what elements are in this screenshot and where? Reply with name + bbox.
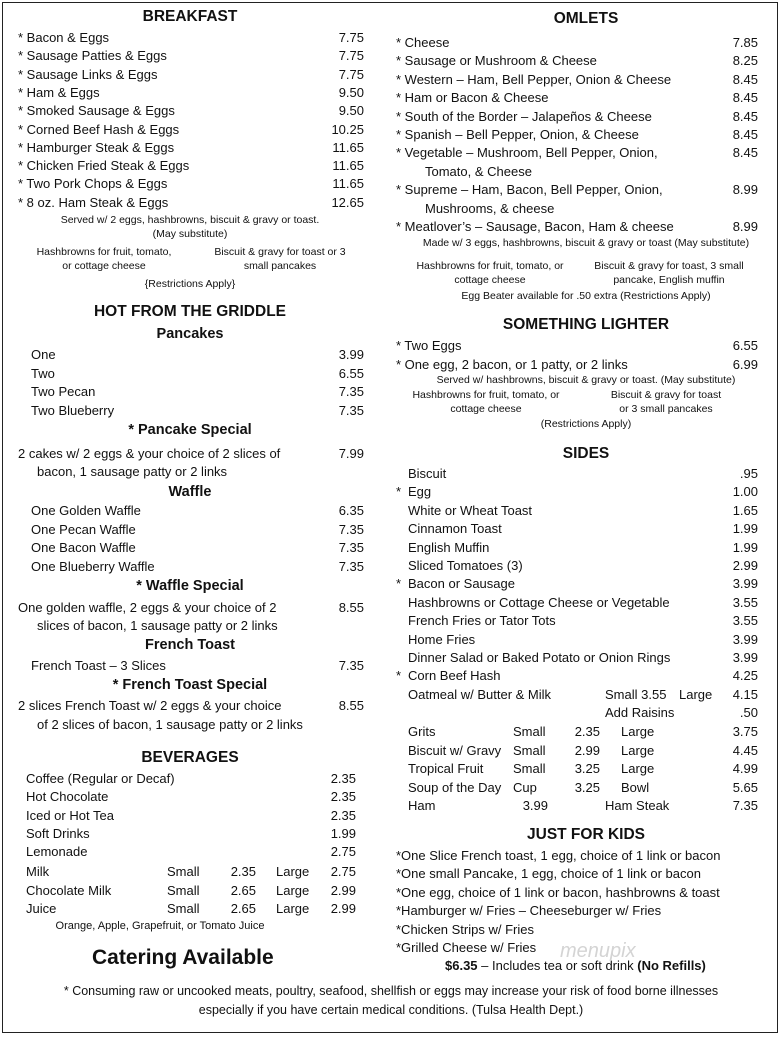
pancake-special-desc2: bacon, 1 sausage patty or 2 links (37, 464, 228, 479)
beverages-title: BEVERAGES (141, 749, 239, 766)
kids-title: JUST FOR KIDS (527, 826, 645, 843)
breakfast-item-price: 7.75 (338, 30, 364, 45)
omlet-item-price: 8.45 (732, 127, 758, 142)
side-item-price: 2.99 (732, 558, 758, 573)
griddle-title: HOT FROM THE GRIDDLE (93, 303, 287, 320)
omlet-item-price: 7.85 (732, 35, 758, 50)
kids-item: *Chicken Strips w/ Fries (396, 921, 534, 937)
pancake-special-price: 7.99 (338, 446, 364, 461)
beverage-item-name: Lemonade (26, 844, 88, 860)
side-sized-small: Small (513, 724, 546, 739)
beverage-item-name: Hot Chocolate (26, 789, 109, 805)
omlet-hashbrowns-note2: cottage cheese (454, 274, 526, 286)
breakfast-title: BREAKFAST (142, 8, 238, 25)
side-sized-small-price: 3.25 (574, 779, 600, 795)
beverage-small-label: Small (167, 882, 200, 898)
beverage-large-label: Large (276, 882, 310, 898)
beverage-small-price: 2.35 (230, 864, 256, 879)
kids-item: *Grilled Cheese w/ Fries (396, 940, 537, 955)
breakfast-biscuit-note2: small pancakes (243, 260, 317, 272)
breakfast-restrictions-note: {Restrictions Apply} (144, 278, 236, 290)
waffle-item-price: 6.35 (338, 503, 364, 518)
omlet-item-name: * South of the Border – Jalapeños & Cheese (396, 108, 652, 124)
side-sized-large-price: 4.45 (732, 742, 758, 758)
breakfast-item-name: * Chicken Fried Steak & Eggs (18, 158, 190, 174)
oatmeal-small: Small 3.55 (605, 687, 667, 702)
juice-note: Orange, Apple, Grapefruit, or Tomato Juice (55, 920, 265, 932)
side-item-price: .95 (739, 466, 758, 481)
breakfast-item-name: * Ham & Eggs (18, 84, 100, 100)
omlet-meatlover-price: 8.99 (732, 219, 758, 234)
omlet-supreme-price: 8.99 (732, 182, 758, 197)
side-item-star: * (396, 668, 402, 684)
side-item-price: 1.99 (732, 539, 758, 555)
breakfast-item-name: * Corned Beef Hash & Eggs (18, 121, 180, 137)
french-toast-title: French Toast (145, 637, 235, 653)
side-sized-small-price: 2.99 (574, 742, 600, 758)
omlets-title: OMLETS (553, 10, 619, 27)
lighter-title: SOMETHING LIGHTER (502, 316, 670, 333)
omlet-item-price: 8.45 (732, 145, 758, 161)
side-item-star: * (396, 576, 402, 592)
side-sized-name: Tropical Fruit (408, 761, 484, 776)
pancake-item-name: Two (31, 365, 55, 381)
side-sized-large: Large (621, 742, 655, 758)
omlet-item-price: 8.45 (732, 71, 758, 87)
breakfast-hashbrowns-note2: or cottage cheese (62, 260, 146, 272)
side-sized-large-price: 3.75 (732, 724, 758, 739)
beverage-large-price: 2.75 (330, 864, 356, 879)
lighter-item-name: * Two Eggs (396, 338, 462, 353)
lighter-item-name: * One egg, 2 bacon, or 1 patty, or 2 links (396, 356, 628, 372)
omlet-item-name: * Western – Ham, Bell Pepper, Onion & Cheese (396, 71, 672, 87)
kids-item: *Hamburger w/ Fries – Cheeseburger w/ Fries (396, 903, 662, 919)
kids-item: *One small Pancake, 1 egg, choice of 1 link or bacon (396, 866, 701, 882)
breakfast-item-price: 11.65 (332, 176, 364, 192)
waffle-special-price: 8.55 (338, 600, 364, 615)
breakfast-biscuit-note: Biscuit & gravy for toast or 3 (214, 246, 346, 258)
breakfast-item-name: * Two Pork Chops & Eggs (18, 176, 168, 192)
pancake-item-name: Two Pecan (31, 384, 96, 399)
pancake-item-name: One (31, 347, 56, 362)
side-item-name: Bacon or Sausage (408, 576, 515, 592)
breakfast-item-price: 9.50 (338, 103, 364, 119)
beverage-item-price: 2.35 (330, 789, 356, 805)
waffle-item-name: One Bacon Waffle (31, 540, 136, 555)
pancake-item-price: 6.55 (338, 365, 364, 381)
ham-price: 3.99 (522, 798, 548, 813)
omlet-item-price: 8.25 (732, 53, 758, 69)
watermark: menupix (560, 940, 636, 962)
omlet-item-name: * Vegetable – Mushroom, Bell Pepper, Onion, (396, 145, 658, 161)
oatmeal-large-label: Large (679, 687, 713, 702)
side-sized-large: Bowl (621, 779, 650, 795)
side-sized-name: Grits (408, 724, 436, 739)
side-sized-large: Large (621, 761, 655, 776)
waffle-special-desc1: One golden waffle, 2 eggs & your choice of 2 (18, 600, 277, 615)
omlet-biscuit-note2: pancake, English muffin (613, 274, 725, 286)
side-sized-large-price: 4.99 (732, 761, 758, 776)
beverage-large-price: 2.99 (330, 901, 356, 916)
side-sized-name: Biscuit w/ Gravy (408, 742, 502, 758)
beverage-item-price: 2.35 (330, 771, 356, 786)
beverage-item-name: Iced or Hot Tea (26, 807, 114, 823)
pancake-item-price: 7.35 (338, 384, 364, 399)
pancake-item-price: 3.99 (338, 347, 364, 362)
french-toast-item: French Toast – 3 Slices (31, 658, 166, 673)
side-sized-small: Small (513, 761, 546, 776)
beverage-sized-name: Juice (26, 901, 57, 916)
breakfast-item-name: * 8 oz. Ham Steak & Eggs (18, 194, 169, 210)
side-item-price: 3.99 (732, 650, 758, 665)
breakfast-item-name: * Sausage Links & Eggs (18, 66, 158, 82)
french-toast-price: 7.35 (338, 658, 364, 673)
pancake-special-title: * Pancake Special (128, 422, 252, 438)
side-item-name: Egg (408, 484, 432, 500)
omlet-hashbrowns-note: Hashbrowns for fruit, tomato, or (416, 260, 564, 272)
beverage-sized-name: Milk (26, 864, 50, 879)
side-item-name: Corn Beef Hash (408, 668, 501, 684)
side-item-price: 3.99 (732, 631, 758, 647)
waffle-special-desc2: slices of bacon, 1 sausage patty or 2 links (37, 618, 278, 633)
lighter-item-price: 6.55 (732, 338, 758, 353)
add-raisins-price: .50 (739, 705, 758, 720)
side-item-name: English Muffin (408, 539, 490, 555)
waffle-special-title: * Waffle Special (136, 578, 244, 594)
waffle-item-price: 7.35 (338, 558, 364, 574)
side-sized-small: Small (513, 742, 546, 758)
catering-banner: Catering Available (92, 946, 274, 969)
french-toast-special-desc2: of 2 slices of bacon, 1 sausage patty or 2 links (37, 717, 303, 732)
breakfast-item-name: * Smoked Sausage & Eggs (18, 103, 175, 119)
side-sized-large: Large (621, 724, 655, 739)
lighter-hashbrowns-note: Hashbrowns for fruit, tomato, or (412, 389, 560, 401)
side-item-star: * (396, 484, 402, 500)
side-item-name: Dinner Salad or Baked Potato or Onion Rings (408, 650, 671, 665)
breakfast-item-price: 10.25 (331, 121, 364, 137)
pancake-special-desc1: 2 cakes w/ 2 eggs & your choice of 2 slices of (18, 446, 281, 461)
sides-title: SIDES (562, 445, 610, 462)
breakfast-item-price: 7.75 (338, 66, 364, 82)
pancake-item-name: Two Blueberry (31, 402, 115, 418)
breakfast-item-price: 9.50 (338, 84, 364, 100)
omlet-supreme-line1: * Supreme – Ham, Bacon, Bell Pepper, Onion, (396, 182, 663, 197)
kids-no-refills: (No Refills) (637, 958, 706, 973)
ham-steak-price: 7.35 (732, 798, 758, 813)
oatmeal-name: Oatmeal w/ Butter & Milk (408, 687, 552, 702)
waffle-item-name: One Golden Waffle (31, 503, 141, 518)
breakfast-substitute-note: (May substitute) (152, 228, 228, 240)
french-toast-special-title: * French Toast Special (112, 677, 268, 693)
side-item-name: French Fries or Tator Tots (408, 613, 556, 629)
pancakes-title: Pancakes (156, 326, 224, 342)
side-sized-name: Soup of the Day (408, 779, 502, 795)
side-item-price: 1.00 (732, 484, 758, 500)
pancake-item-price: 7.35 (338, 402, 364, 418)
breakfast-item-name: * Sausage Patties & Eggs (18, 48, 167, 64)
beverage-item-price: 2.75 (330, 844, 356, 860)
side-sized-small: Cup (513, 779, 537, 795)
beverage-large-label: Large (276, 864, 310, 879)
side-item-price: 1.65 (732, 502, 758, 518)
breakfast-item-name: * Hamburger Steak & Eggs (18, 139, 175, 155)
beverage-small-price: 2.65 (230, 882, 256, 898)
breakfast-served-note: Served w/ 2 eggs, hashbrowns, biscuit & gravy or toast. (60, 214, 320, 226)
waffle-title: Waffle (168, 484, 212, 500)
oatmeal-large-price: 4.15 (732, 687, 758, 702)
kids-item: *One Slice French toast, 1 egg, choice of 1 link or bacon (396, 848, 721, 863)
add-raisins: Add Raisins (605, 705, 675, 720)
breakfast-item-price: 12.65 (331, 194, 364, 210)
beverage-item-price: 1.99 (330, 825, 356, 841)
beverage-large-price: 2.99 (330, 882, 356, 898)
side-sized-small-price: 3.25 (574, 761, 600, 776)
omlet-item-name: * Cheese (396, 35, 450, 50)
lighter-served-note: Served w/ hashbrowns, biscuit & gravy or toast. (May substitute) (436, 374, 736, 386)
beverage-sized-name: Chocolate Milk (26, 882, 112, 898)
omlet-item-price: 8.45 (732, 90, 758, 106)
side-sized-large-price: 5.65 (732, 779, 758, 795)
side-item-price: 1.99 (732, 521, 758, 537)
breakfast-item-price: 7.75 (338, 48, 364, 64)
omlet-item-name: * Sausage or Mushroom & Cheese (396, 53, 597, 69)
side-item-name: Hashbrowns or Cottage Cheese or Vegetable (408, 594, 670, 610)
lighter-restrictions-note: (Restrictions Apply) (540, 418, 632, 430)
omlet-eggbeater-note: Egg Beater available for .50 extra (Restrictions Apply) (461, 290, 711, 302)
footer-disclaimer-line1: * Consuming raw or uncooked meats, poultry, seafood, shellfish or eggs may increase your risk of food borne illnesses (63, 984, 719, 998)
beverage-small-label: Small (167, 901, 200, 916)
omlet-item-name: * Ham or Bacon & Cheese (396, 90, 549, 106)
french-toast-special-desc1: 2 slices French Toast w/ 2 eggs & your choice (18, 698, 282, 713)
waffle-item-name: One Pecan Waffle (31, 521, 136, 537)
omlet-vegetable-line2: Tomato, & Cheese (425, 164, 532, 179)
waffle-item-price: 7.35 (338, 521, 364, 537)
waffle-item-name: One Blueberry Waffle (31, 558, 155, 574)
beverage-large-label: Large (276, 901, 310, 916)
side-sized-small-price: 2.35 (574, 724, 600, 739)
breakfast-item-name: * Bacon & Eggs (18, 30, 110, 45)
footer-disclaimer-line2: especially if you have certain medical conditions. (Tulsa Health Dept.) (198, 1003, 584, 1017)
side-item-name: Sliced Tomatoes (3) (408, 558, 523, 573)
breakfast-hashbrowns-note: Hashbrowns for fruit, tomato, (36, 246, 172, 258)
omlet-biscuit-note: Biscuit & gravy for toast, 3 small (594, 260, 744, 272)
side-item-name: White or Wheat Toast (408, 502, 533, 518)
breakfast-item-price: 11.65 (332, 158, 364, 174)
omlet-supreme-line2: Mushrooms, & cheese (425, 201, 555, 216)
kids-item: *One egg, choice of 1 link or bacon, hashbrowns & toast (396, 884, 720, 900)
side-item-price: 3.99 (732, 576, 758, 592)
kids-price: $6.35 (445, 958, 478, 973)
omlet-item-price: 8.45 (732, 108, 758, 124)
lighter-biscuit-note2: or 3 small pancakes (619, 403, 713, 415)
beverage-item-name: Soft Drinks (26, 825, 90, 841)
side-item-price: 4.25 (732, 668, 758, 684)
lighter-biscuit-note: Biscuit & gravy for toast (610, 389, 722, 401)
beverage-item-price: 2.35 (330, 807, 356, 823)
kids-price-desc: – Includes tea or soft drink (477, 958, 638, 973)
beverage-item-name: Coffee (Regular or Decaf) (26, 771, 175, 786)
lighter-hashbrowns-note2: cottage cheese (450, 403, 522, 415)
ham-name: Ham (408, 798, 436, 813)
side-item-name: Home Fries (408, 631, 476, 647)
omlet-made-note: Made w/ 3 eggs, hashbrowns, biscuit & gravy or toast (May substitute) (422, 237, 750, 249)
omlet-item-name: * Spanish – Bell Pepper, Onion, & Cheese (396, 127, 639, 142)
omlet-meatlover: * Meatlover’s – Sausage, Bacon, Ham & cheese (396, 219, 674, 234)
beverage-small-label: Small (167, 864, 200, 879)
breakfast-item-price: 11.65 (332, 139, 364, 155)
side-item-name: Biscuit (408, 466, 447, 481)
beverage-small-price: 2.65 (230, 901, 256, 916)
french-toast-special-price: 8.55 (338, 698, 364, 713)
ham-steak-name: Ham Steak (605, 798, 670, 813)
lighter-item-price: 6.99 (732, 356, 758, 372)
waffle-item-price: 7.35 (338, 540, 364, 555)
side-item-name: Cinnamon Toast (408, 521, 502, 537)
side-item-price: 3.55 (732, 594, 758, 610)
side-item-price: 3.55 (732, 613, 758, 629)
